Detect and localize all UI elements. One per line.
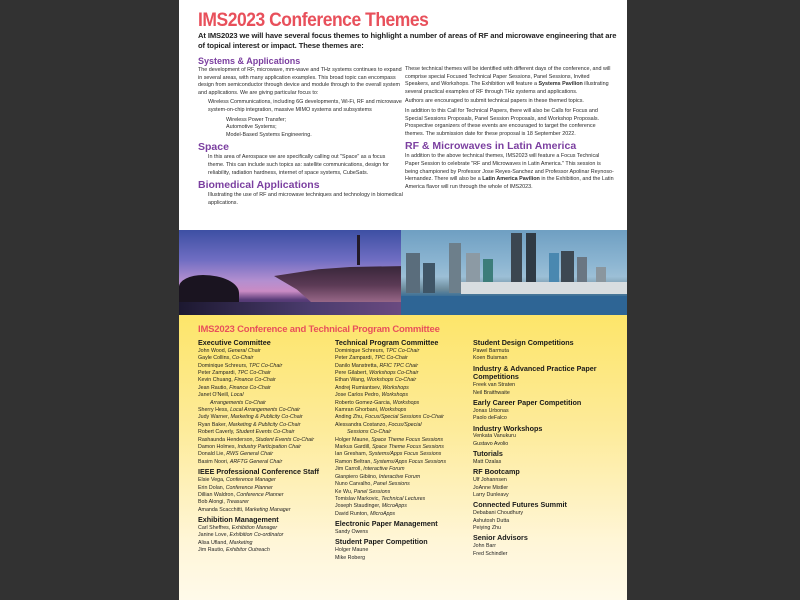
member-role: Workshops Co-Chair [366,377,417,384]
member-name: Roberto Gomez-Garcia [335,399,390,406]
committee-member [335,414,480,421]
separator: , [228,524,232,531]
committee-member [335,466,480,473]
member-role: MicroApps [381,503,407,510]
separator: , [226,532,230,539]
member-name: David Runton [335,510,368,517]
committee-group-heading: Industry Workshops [473,423,543,433]
member-name: Jim Rautio [198,547,224,554]
member-role: Conference Planner [225,484,273,491]
systems-focus-main: Wireless Communications, including 6G developments, Wi-Fi, RF and microwave system-on-chip integration, massive MIMO systems and subsystems [208,99,402,113]
member-name: Jonas Urbonas [473,407,509,414]
member-name: Dominique Schreurs [198,362,246,369]
separator: , [227,392,231,399]
committee-member [198,422,338,429]
member-name: Ashutosh Dutta [473,517,510,524]
member-role: TPC Co-Chair [374,355,408,362]
ship-hull [274,258,401,303]
member-role: Marketing Manager [244,506,291,513]
committee-section [179,315,627,600]
member-name: John Wood [198,347,225,354]
committee-member [198,459,338,466]
member-role: Workshops Co-Chair [369,370,419,377]
committee-member [473,525,623,532]
member-name: Paolo deFalco [473,415,507,422]
committee-member [335,481,480,488]
latin-america-heading: RF & Microwaves in Latin America [405,140,577,153]
text-span: in the Exhibition, and the Latin America flavor will run through the whole of IMS2023. [405,176,614,190]
committee-group-heading: Student Paper Competition [335,537,428,547]
photo-banner [179,230,627,315]
committee-member [198,485,338,492]
separator: , [367,510,371,517]
committee-member [473,382,623,389]
member-name: Rashaunda Henderson [198,436,253,443]
committee-member [473,510,623,517]
committee-member [473,415,623,422]
photo-san-diego-skyline [401,230,627,315]
member-role: Exhibition Manager [231,524,278,531]
member-name: Matt Ozalas [473,459,502,466]
separator: , [234,370,238,377]
member-name: Mike Roberg [335,554,366,561]
member-name: Peter Zampardi [198,370,235,377]
right-paragraph-3: In addition to this Call for Technical Papers, there will also be Calls for Focus and Special Sessions Proposals, Panel Session Proposals, and Workshop Proposals. Prospective organizers of these events are encouraged to target the conference themes. The submission date for these proposal is 18 September 2022. [405,107,600,137]
bay-water [401,296,627,315]
member-name: Kamran Ghorbani [335,407,377,414]
committee-member [198,451,338,458]
member-role: General Chair [227,347,261,354]
separator: , [365,451,369,458]
separator: , [375,473,379,480]
committee-member [473,459,623,466]
convention-center [461,282,627,294]
member-name: Alessandra Costanzo [335,421,386,428]
separator: , [383,347,386,354]
committee-member [198,437,338,444]
committee-member [335,511,480,518]
member-role: Interactive Forum [378,473,421,480]
separator: , [370,458,374,465]
committee-member [335,407,480,414]
member-name: Jose Carlos Pedro [335,392,379,399]
committee-member [335,489,480,496]
committee-group-heading: Senior Advisors [473,533,528,543]
separator: , [366,370,370,377]
committee-member [473,477,623,484]
separator: , [226,384,230,391]
latin-america-body [405,153,615,191]
committee-member [198,499,338,506]
member-role: Exhibition Co-ordinator [229,532,284,539]
separator: , [252,436,256,443]
member-role: Exhibitor Outreach [225,547,270,554]
member-name: Venkata Vanukuru [473,433,516,440]
committee-member [335,385,480,392]
themes-left-column [198,56,403,209]
committee-member [335,444,480,451]
member-name: Joseph Staudinger [335,503,379,510]
member-role: Space Theme Focus Sessions [371,436,444,443]
member-role: Workshops [392,399,420,406]
committee-member [335,503,480,510]
committee-member [198,363,338,370]
biomedical-heading: Biomedical Applications [198,179,320,192]
member-role: Systems/Apps Focus Sessions [373,458,447,465]
member-name: Tomislav Markovic [335,495,379,502]
member-name: Markus Gardill [335,444,370,451]
member-name: Ethan Wang [335,377,364,384]
right-paragraph-2: Authors are encouraged to submit technical papers in these themed topics. [405,98,584,105]
member-name: Debabani Choudhury [473,510,524,517]
member-role: Student Events Co-Chair [235,429,295,436]
member-name: Holger Maune [335,547,369,554]
member-name: Koen Buisman [473,355,508,362]
member-name: Gayle Collins [198,355,230,362]
separator: , [227,407,231,414]
member-name: Ryan Baker [198,421,226,428]
committee-member [335,422,480,429]
member-name: Erin Dolan [198,484,223,491]
separator: , [389,399,393,406]
committee-member [198,385,338,392]
systems-focus-item: Model-Based Systems Engineering. [226,131,312,138]
separator: , [378,392,382,399]
committee-member [335,377,480,384]
committee-group-heading: Early Career Paper Competition [473,398,582,408]
member-name: JoAnne Mistler [473,484,509,491]
member-role: Co-Chair [232,355,254,362]
member-name: Elsie Vega [198,477,224,484]
committee-member [473,390,623,397]
committee-member [198,377,338,384]
committee-member [473,433,623,440]
member-name: Judy Warner [198,414,228,421]
member-role: Marketing [229,539,253,546]
member-role: RFIC TPC Chair [379,362,419,369]
member-name: Pere Gilabert [335,370,367,377]
member-role: Conference Manager [225,477,276,484]
separator: , [246,362,249,369]
member-name: Carl Sheffres [198,524,229,531]
committee-member [198,444,338,451]
separator: , [378,495,382,502]
member-role: Systems/Apps Focus Sessions [368,451,442,458]
committee-member [335,474,480,481]
member-role: Focus/Special [388,421,422,428]
committee-member [473,543,623,550]
committee-member [335,496,480,503]
member-name: Alisa Ufland [198,539,227,546]
member-role: Local [230,392,244,399]
separator: , [350,488,354,495]
member-name: Jean Rautio [198,384,227,391]
building [449,243,461,293]
committee-member [198,407,338,414]
member-role: Industry Participation Chair [237,444,302,451]
separator: , [370,481,374,488]
document-page [179,0,627,600]
committee-member [335,348,480,355]
committee-group-heading: Student Design Competitions [473,338,574,347]
committee-group-heading: RF Bootcamp [473,467,520,477]
intro-text: At IMS2023 we will have several focus themes to highlight a number of areas of RF and microwave engineering that are of topical interest or impact. These themes are: [198,31,617,50]
separator: , [223,547,226,554]
photo-midway-ship [179,230,401,315]
building [423,263,435,293]
committee-member [335,459,480,466]
committee-member [198,507,338,514]
separator: , [233,491,237,498]
committee-member [198,477,338,484]
separator: , [376,362,380,369]
member-role: Sessions Co-Chair [347,429,392,436]
member-name: Ulf Johannsen [473,477,507,484]
themes-right-column [405,66,615,193]
member-name: Freek van Straten [473,382,516,389]
separator: , [223,477,226,484]
separator: , [232,429,236,436]
separator: , [227,414,231,421]
systems-focus-item: Automotive Systems; [226,124,277,131]
member-name: Ramon Beltran [335,458,371,465]
member-name: Nuno Carvalho [335,481,371,488]
committee-member [473,518,623,525]
systems-body: The development of RF, microwave, mm-wave and THz systems continues to expand in several areas, with many application examples. This broad topic can encompass design from semiconductor through device and module through to the overall system and applications. We are giving particular focus to: [198,67,402,96]
member-role: TPC Co-Chair [248,362,283,369]
building [406,253,420,293]
water [179,302,401,315]
committee-member [198,348,338,355]
member-name: Ke Wu [335,488,351,495]
separator: , [231,377,235,384]
separator: , [226,539,230,546]
committee-group-heading: IEEE Professional Conference Staff [198,467,320,477]
separator: , [376,407,380,414]
member-role: Marketing & Publicity Co-Chair [230,414,303,421]
member-role: TPC Co-Chair [385,347,420,354]
biomedical-body: Illustrating the use of RF and microwave techniques and technology in biomedical applications. [208,192,403,206]
separator: , [225,421,229,428]
committee-column-2 [335,339,480,562]
member-name: Danilo Manstretta [335,362,377,369]
member-name: Peiying Zhu [473,525,501,532]
separator: , [222,484,226,491]
member-name: Basim Noori [198,458,227,465]
text-span: illustrating several practical examples of RF through THz systems and applications. [405,81,609,95]
member-role: MicroApps [370,510,396,517]
trees-silhouette [179,275,239,305]
member-role: Technical Lectures [381,495,426,502]
space-heading: Space [198,141,229,154]
member-name: Pawel Barmuta [473,347,509,354]
member-name: Neil Braithwaite [473,389,510,396]
separator: , [226,458,230,465]
member-role: Panel Sessions [373,481,410,488]
committee-member [335,547,480,554]
committee-member [335,363,480,370]
committee-member [335,355,480,362]
member-name: Peter Zampardi [335,355,372,362]
member-name: Amanda Scacchitti [198,506,242,513]
member-role: Space Theme Focus Sessions [372,444,444,451]
text-span: These technical themes will be identified with different days of the conference, and will comprise special Focused Technical Paper Sessions, Panel Sessions, Invited Speakers, and Workshops. The Exhibition will feature a [405,66,611,88]
member-role: Arrangements Co-Chair [210,399,266,406]
member-role: TPC Co-Chair [237,370,271,377]
separator: , [368,436,372,443]
member-name: Holger Maune [335,436,369,443]
member-role: Conference Planner [236,491,284,498]
member-role: Treasurer [226,499,249,506]
space-body: In this area of Aerospace we are specifically calling out "Space" as a focus theme. This can include such topics as: satellite communications, design for reliability, radiation hardness, internet of space systems, CubeSats. [208,154,389,176]
committee-member [473,492,623,499]
member-name: Sandy Owens [335,528,368,535]
member-name: Larry Dunleavy [473,492,509,499]
member-name: Andrej Rumiantsev [335,384,380,391]
member-name: Bob Alongi [198,499,224,506]
committee-member [335,400,480,407]
committee-member [198,525,338,532]
separator: , [371,355,375,362]
member-name: Gustavo Avolio [473,440,509,447]
committee-member [473,441,623,448]
member-name: Robert Caverly [198,429,233,436]
committee-member [198,400,338,407]
page-title: IMS2023 Conference Themes [198,10,429,31]
separator: , [378,503,382,510]
separator: , [234,444,238,451]
committee-member [473,551,623,558]
member-name: Anding Zhu [335,414,363,421]
committee-member [473,355,623,362]
member-name: Dillian Waldron [198,491,234,498]
committee-member [335,555,480,562]
committee-member [198,429,338,436]
member-role: Interactive Forum [363,466,405,473]
systems-pavilion-label: Systems Pavilion [538,81,583,88]
separator: , [360,466,364,473]
member-name: Janine Love [198,532,227,539]
committee-member [198,540,338,547]
member-name: John Barr [473,543,496,550]
member-role: Workshops [382,384,409,391]
committee-group-heading: Technical Program Committee [335,338,439,347]
committee-member [198,392,338,399]
committee-group-heading: Executive Committee [198,338,271,347]
member-role: Finance Co-Chair [229,384,271,391]
committee-group-heading: Tutorials [473,449,503,459]
committee-member [198,355,338,362]
separator: , [241,506,245,513]
committee-member [198,414,338,421]
separator: , [223,499,227,506]
member-name: Jim Carroll [335,466,361,473]
committee-group-heading: Industry & Advanced Practice Paper Competitions [473,363,597,382]
member-role: Finance Co-Chair [234,377,276,384]
committee-member [335,529,480,536]
committee-column-3 [473,339,623,558]
member-role: Marketing & Publicity Co-Chair [228,421,301,428]
separator: , [223,451,227,458]
member-role: Focus/Special Sessions Co-Chair [365,414,444,421]
member-name: Donald Lie [198,451,224,458]
committee-member [198,547,338,554]
member-role: Workshops [381,392,409,399]
member-role: Panel Sessions [353,488,391,495]
committee-member [473,485,623,492]
member-name: Fred Schindler [473,550,508,557]
committee-member [198,370,338,377]
committee-member [198,532,338,539]
separator: , [385,421,389,428]
committee-column-1 [198,339,338,555]
member-name: Gianpiero Gibiino [335,473,376,480]
member-name: Janet O'Neill [198,392,228,399]
committee-member [335,392,480,399]
separator: , [362,414,366,421]
latin-pavilion-label: Latin America Pavilion [482,176,540,183]
member-role: Local Arrangements Co-Chair [230,407,300,414]
systems-heading: Systems & Applications [198,56,301,66]
committee-member [335,429,480,436]
committee-title: IMS2023 Conference and Technical Program Committee [198,324,440,335]
separator: , [369,444,373,451]
text-span: In addition to the above technical themes, IMS2023 will feature a Focus Technical Paper Session to celebrate "RF and Microwaves in Latin America." This session is being championed by Professor Jose Reyes-Sanchez and Professor Apolinar Reynoso-Hernandez. There will also be a [405,153,614,183]
committee-group-heading: Exhibition Management [198,515,279,525]
separator: , [363,377,367,384]
committee-member [198,492,338,499]
member-role: Workshops [379,407,407,414]
member-role: ARFTG General Chair [229,458,283,465]
separator: , [379,384,383,391]
committee-member [473,348,623,355]
separator: , [224,347,228,354]
member-name: Ian Gresham [335,451,366,458]
member-name: Dominique Schreurs [335,347,383,354]
ship-mast [357,235,360,265]
committee-member [473,408,623,415]
member-role: Student Events Co-Chair [255,436,315,443]
committee-member [335,370,480,377]
systems-focus-item: Wireless Power Transfer; [226,116,287,123]
member-role: RWS General Chair [226,451,273,458]
committee-group-heading: Electronic Paper Management [335,519,438,529]
right-paragraph-1 [405,66,615,96]
committee-member [335,437,480,444]
member-name: Kevin Chuang [198,377,232,384]
member-name: Damon Holmes [198,444,235,451]
separator: , [229,355,233,362]
member-name: Sherry Hess [198,407,228,414]
committee-member [335,451,480,458]
committee-group-heading: Connected Futures Summit [473,500,567,510]
